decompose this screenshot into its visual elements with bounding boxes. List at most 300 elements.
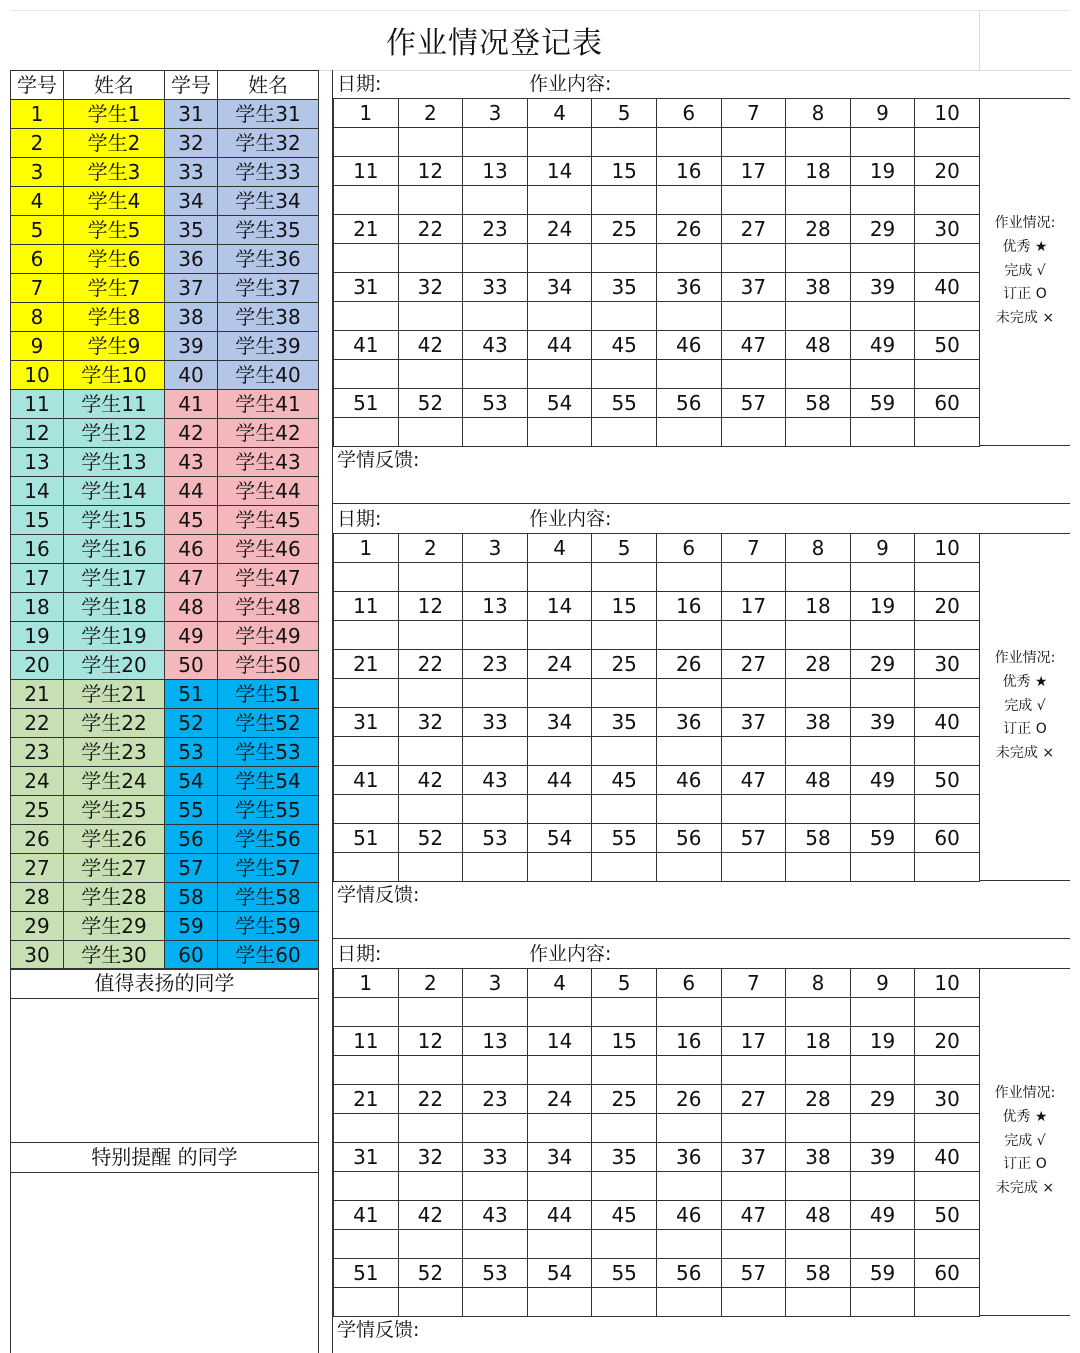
student-name-cell[interactable]: 学生3 [64,158,165,187]
mark-cell[interactable] [527,360,592,389]
student-number-cell[interactable]: 8 [11,303,64,332]
student-number-cell[interactable]: 44 [165,477,218,506]
mark-cell[interactable] [721,853,786,882]
mark-cell[interactable] [398,244,463,273]
feedback-area[interactable] [333,881,1070,939]
homework-content-label[interactable]: 作业内容: [529,943,612,965]
mark-cell[interactable] [527,418,592,447]
mark-cell[interactable] [527,186,592,215]
mark-cell[interactable] [915,621,980,650]
student-number-cell[interactable]: 28 [11,883,64,912]
student-number-cell[interactable]: 58 [165,883,218,912]
mark-cell[interactable] [915,563,980,592]
mark-cell[interactable] [656,186,721,215]
student-number-cell[interactable]: 56 [165,825,218,854]
mark-cell[interactable] [463,418,528,447]
student-number-cell[interactable]: 36 [165,245,218,274]
mark-cell[interactable] [721,1288,786,1317]
student-name-cell[interactable]: 学生25 [64,796,165,825]
mark-cell[interactable] [592,679,657,708]
mark-cell[interactable] [850,1056,915,1085]
student-number-cell[interactable]: 16 [11,535,64,564]
mark-cell[interactable] [786,302,851,331]
mark-cell[interactable] [915,244,980,273]
mark-cell[interactable] [850,302,915,331]
student-name-cell[interactable]: 学生48 [218,593,319,622]
student-name-cell[interactable]: 学生15 [64,506,165,535]
student-name-cell[interactable]: 学生29 [64,912,165,941]
mark-cell[interactable] [592,853,657,882]
mark-cell[interactable] [398,679,463,708]
mark-cell[interactable] [656,795,721,824]
mark-cell[interactable] [334,679,399,708]
student-name-cell[interactable]: 学生34 [218,187,319,216]
mark-cell[interactable] [398,1114,463,1143]
student-number-cell[interactable]: 6 [11,245,64,274]
student-name-cell[interactable]: 学生56 [218,825,319,854]
student-name-cell[interactable]: 学生40 [218,361,319,390]
homework-content-label[interactable]: 作业内容: [529,508,612,530]
student-name-cell[interactable]: 学生37 [218,274,319,303]
mark-cell[interactable] [786,737,851,766]
student-number-cell[interactable]: 40 [165,361,218,390]
mark-cell[interactable] [334,998,399,1027]
mark-cell[interactable] [463,302,528,331]
student-number-cell[interactable]: 50 [165,651,218,680]
student-number-cell[interactable]: 2 [11,129,64,158]
student-name-cell[interactable]: 学生51 [218,680,319,709]
student-number-cell[interactable]: 46 [165,535,218,564]
student-number-cell[interactable]: 37 [165,274,218,303]
student-name-cell[interactable]: 学生30 [64,941,165,970]
mark-cell[interactable] [398,186,463,215]
mark-cell[interactable] [527,1288,592,1317]
mark-cell[interactable] [656,1288,721,1317]
mark-cell[interactable] [656,128,721,157]
mark-cell[interactable] [527,737,592,766]
student-name-cell[interactable]: 学生44 [218,477,319,506]
mark-cell[interactable] [527,1114,592,1143]
mark-cell[interactable] [592,1114,657,1143]
student-name-cell[interactable]: 学生55 [218,796,319,825]
mark-cell[interactable] [786,998,851,1027]
student-name-cell[interactable]: 学生7 [64,274,165,303]
mark-cell[interactable] [592,302,657,331]
mark-cell[interactable] [463,737,528,766]
student-number-cell[interactable]: 13 [11,448,64,477]
student-number-cell[interactable]: 10 [11,361,64,390]
student-name-cell[interactable]: 学生8 [64,303,165,332]
student-number-cell[interactable]: 9 [11,332,64,361]
mark-cell[interactable] [786,563,851,592]
student-name-cell[interactable]: 学生54 [218,767,319,796]
student-name-cell[interactable]: 学生12 [64,419,165,448]
student-number-cell[interactable]: 49 [165,622,218,651]
student-name-cell[interactable]: 学生23 [64,738,165,767]
student-name-cell[interactable]: 学生36 [218,245,319,274]
student-number-cell[interactable]: 45 [165,506,218,535]
student-name-cell[interactable]: 学生16 [64,535,165,564]
student-name-cell[interactable]: 学生47 [218,564,319,593]
student-number-cell[interactable]: 57 [165,854,218,883]
student-number-cell[interactable]: 39 [165,332,218,361]
mark-cell[interactable] [721,679,786,708]
student-number-cell[interactable]: 35 [165,216,218,245]
student-name-cell[interactable]: 学生49 [218,622,319,651]
mark-cell[interactable] [527,679,592,708]
mark-cell[interactable] [915,795,980,824]
student-name-cell[interactable]: 学生14 [64,477,165,506]
student-number-cell[interactable]: 12 [11,419,64,448]
mark-cell[interactable] [850,679,915,708]
mark-cell[interactable] [721,998,786,1027]
student-name-cell[interactable]: 学生1 [64,100,165,129]
mark-cell[interactable] [592,621,657,650]
mark-cell[interactable] [334,1288,399,1317]
mark-cell[interactable] [721,1056,786,1085]
mark-cell[interactable] [656,360,721,389]
mark-cell[interactable] [463,1172,528,1201]
mark-cell[interactable] [850,795,915,824]
mark-cell[interactable] [656,1114,721,1143]
mark-cell[interactable] [721,418,786,447]
mark-cell[interactable] [334,853,399,882]
mark-cell[interactable] [334,186,399,215]
student-name-cell[interactable]: 学生35 [218,216,319,245]
mark-cell[interactable] [850,418,915,447]
mark-cell[interactable] [527,621,592,650]
student-number-cell[interactable]: 38 [165,303,218,332]
mark-cell[interactable] [915,998,980,1027]
mark-cell[interactable] [721,128,786,157]
mark-cell[interactable] [786,621,851,650]
mark-cell[interactable] [915,360,980,389]
student-number-cell[interactable]: 11 [11,390,64,419]
mark-cell[interactable] [463,1056,528,1085]
mark-cell[interactable] [527,244,592,273]
mark-cell[interactable] [850,1114,915,1143]
mark-cell[interactable] [463,244,528,273]
mark-cell[interactable] [786,418,851,447]
student-name-cell[interactable]: 学生21 [64,680,165,709]
mark-cell[interactable] [463,360,528,389]
mark-cell[interactable] [592,795,657,824]
mark-cell[interactable] [656,1056,721,1085]
mark-cell[interactable] [915,737,980,766]
student-number-cell[interactable]: 47 [165,564,218,593]
mark-cell[interactable] [463,679,528,708]
mark-cell[interactable] [786,853,851,882]
student-number-cell[interactable]: 43 [165,448,218,477]
mark-cell[interactable] [334,563,399,592]
student-number-cell[interactable]: 53 [165,738,218,767]
mark-cell[interactable] [721,186,786,215]
mark-cell[interactable] [850,360,915,389]
mark-cell[interactable] [656,418,721,447]
praise-box[interactable] [10,968,319,1143]
mark-cell[interactable] [398,1230,463,1259]
mark-cell[interactable] [656,621,721,650]
student-name-cell[interactable]: 学生17 [64,564,165,593]
student-name-cell[interactable]: 学生32 [218,129,319,158]
student-name-cell[interactable]: 学生50 [218,651,319,680]
mark-cell[interactable] [786,1172,851,1201]
student-number-cell[interactable]: 19 [11,622,64,651]
student-name-cell[interactable]: 学生27 [64,854,165,883]
student-name-cell[interactable]: 学生26 [64,825,165,854]
mark-cell[interactable] [463,563,528,592]
mark-cell[interactable] [398,621,463,650]
date-label[interactable]: 日期: [337,943,382,965]
student-number-cell[interactable]: 48 [165,593,218,622]
mark-cell[interactable] [656,853,721,882]
mark-cell[interactable] [786,1114,851,1143]
mark-cell[interactable] [592,1056,657,1085]
mark-cell[interactable] [463,621,528,650]
student-number-cell[interactable]: 26 [11,825,64,854]
student-name-cell[interactable]: 学生20 [64,651,165,680]
mark-cell[interactable] [656,998,721,1027]
mark-cell[interactable] [592,186,657,215]
mark-cell[interactable] [786,244,851,273]
mark-cell[interactable] [527,1056,592,1085]
mark-cell[interactable] [334,128,399,157]
mark-cell[interactable] [850,244,915,273]
mark-cell[interactable] [656,1230,721,1259]
student-name-cell[interactable]: 学生10 [64,361,165,390]
mark-cell[interactable] [850,1288,915,1317]
mark-cell[interactable] [334,418,399,447]
student-name-cell[interactable]: 学生42 [218,419,319,448]
feedback-area[interactable] [333,446,1070,504]
student-number-cell[interactable]: 59 [165,912,218,941]
mark-cell[interactable] [592,563,657,592]
mark-cell[interactable] [721,1230,786,1259]
mark-cell[interactable] [721,737,786,766]
mark-cell[interactable] [850,998,915,1027]
student-number-cell[interactable]: 60 [165,941,218,970]
student-name-cell[interactable]: 学生39 [218,332,319,361]
mark-cell[interactable] [334,1114,399,1143]
student-name-cell[interactable]: 学生43 [218,448,319,477]
mark-cell[interactable] [398,1172,463,1201]
student-name-cell[interactable]: 学生31 [218,100,319,129]
mark-cell[interactable] [592,737,657,766]
mark-cell[interactable] [592,244,657,273]
student-name-cell[interactable]: 学生19 [64,622,165,651]
student-number-cell[interactable]: 24 [11,767,64,796]
student-name-cell[interactable]: 学生41 [218,390,319,419]
mark-cell[interactable] [786,128,851,157]
mark-cell[interactable] [463,1114,528,1143]
student-number-cell[interactable]: 33 [165,158,218,187]
mark-cell[interactable] [334,1230,399,1259]
student-name-cell[interactable]: 学生4 [64,187,165,216]
student-number-cell[interactable]: 17 [11,564,64,593]
mark-cell[interactable] [592,418,657,447]
student-name-cell[interactable]: 学生57 [218,854,319,883]
mark-cell[interactable] [334,1056,399,1085]
student-number-cell[interactable]: 3 [11,158,64,187]
mark-cell[interactable] [463,1288,528,1317]
student-number-cell[interactable]: 31 [165,100,218,129]
student-number-cell[interactable]: 25 [11,796,64,825]
student-name-cell[interactable]: 学生59 [218,912,319,941]
mark-cell[interactable] [527,302,592,331]
student-name-cell[interactable]: 学生9 [64,332,165,361]
mark-cell[interactable] [850,737,915,766]
student-name-cell[interactable]: 学生11 [64,390,165,419]
mark-cell[interactable] [398,563,463,592]
student-number-cell[interactable]: 34 [165,187,218,216]
mark-cell[interactable] [915,1114,980,1143]
student-name-cell[interactable]: 学生38 [218,303,319,332]
mark-cell[interactable] [721,795,786,824]
student-number-cell[interactable]: 42 [165,419,218,448]
student-name-cell[interactable]: 学生60 [218,941,319,970]
mark-cell[interactable] [398,795,463,824]
mark-cell[interactable] [334,795,399,824]
mark-cell[interactable] [656,302,721,331]
student-number-cell[interactable]: 7 [11,274,64,303]
mark-cell[interactable] [527,1230,592,1259]
student-number-cell[interactable]: 32 [165,129,218,158]
student-number-cell[interactable]: 55 [165,796,218,825]
mark-cell[interactable] [398,853,463,882]
mark-cell[interactable] [915,1230,980,1259]
date-label[interactable]: 日期: [337,73,382,95]
student-number-cell[interactable]: 54 [165,767,218,796]
mark-cell[interactable] [463,853,528,882]
mark-cell[interactable] [656,1172,721,1201]
mark-cell[interactable] [334,1172,399,1201]
student-name-cell[interactable]: 学生45 [218,506,319,535]
mark-cell[interactable] [527,795,592,824]
mark-cell[interactable] [915,418,980,447]
mark-cell[interactable] [850,1172,915,1201]
homework-content-label[interactable]: 作业内容: [529,73,612,95]
mark-cell[interactable] [915,679,980,708]
mark-cell[interactable] [721,563,786,592]
student-number-cell[interactable]: 20 [11,651,64,680]
student-name-cell[interactable]: 学生58 [218,883,319,912]
mark-cell[interactable] [915,1172,980,1201]
student-name-cell[interactable]: 学生24 [64,767,165,796]
mark-cell[interactable] [527,563,592,592]
student-number-cell[interactable]: 52 [165,709,218,738]
mark-cell[interactable] [463,128,528,157]
mark-cell[interactable] [915,1056,980,1085]
student-name-cell[interactable]: 学生52 [218,709,319,738]
student-number-cell[interactable]: 1 [11,100,64,129]
student-name-cell[interactable]: 学生28 [64,883,165,912]
student-number-cell[interactable]: 23 [11,738,64,767]
mark-cell[interactable] [463,998,528,1027]
mark-cell[interactable] [786,679,851,708]
mark-cell[interactable] [334,737,399,766]
mark-cell[interactable] [527,1172,592,1201]
student-number-cell[interactable]: 21 [11,680,64,709]
mark-cell[interactable] [398,360,463,389]
mark-cell[interactable] [463,795,528,824]
mark-cell[interactable] [592,128,657,157]
student-number-cell[interactable]: 30 [11,941,64,970]
student-number-cell[interactable]: 5 [11,216,64,245]
mark-cell[interactable] [721,302,786,331]
mark-cell[interactable] [592,1230,657,1259]
mark-cell[interactable] [527,128,592,157]
mark-cell[interactable] [334,360,399,389]
mark-cell[interactable] [786,360,851,389]
mark-cell[interactable] [850,621,915,650]
student-number-cell[interactable]: 18 [11,593,64,622]
mark-cell[interactable] [592,360,657,389]
mark-cell[interactable] [527,853,592,882]
mark-cell[interactable] [592,1288,657,1317]
student-name-cell[interactable]: 学生6 [64,245,165,274]
mark-cell[interactable] [463,1230,528,1259]
student-name-cell[interactable]: 学生18 [64,593,165,622]
mark-cell[interactable] [915,128,980,157]
mark-cell[interactable] [786,1288,851,1317]
mark-cell[interactable] [915,186,980,215]
mark-cell[interactable] [334,302,399,331]
mark-cell[interactable] [850,186,915,215]
mark-cell[interactable] [721,1172,786,1201]
mark-cell[interactable] [592,998,657,1027]
mark-cell[interactable] [850,853,915,882]
mark-cell[interactable] [850,563,915,592]
mark-cell[interactable] [786,186,851,215]
student-number-cell[interactable]: 4 [11,187,64,216]
mark-cell[interactable] [334,621,399,650]
mark-cell[interactable] [334,244,399,273]
mark-cell[interactable] [786,1230,851,1259]
feedback-area[interactable] [333,1316,1070,1353]
mark-cell[interactable] [915,302,980,331]
mark-cell[interactable] [721,1114,786,1143]
mark-cell[interactable] [915,853,980,882]
mark-cell[interactable] [721,360,786,389]
reminder-box[interactable] [10,1142,319,1353]
student-name-cell[interactable]: 学生33 [218,158,319,187]
mark-cell[interactable] [398,128,463,157]
mark-cell[interactable] [850,1230,915,1259]
student-name-cell[interactable]: 学生5 [64,216,165,245]
student-number-cell[interactable]: 41 [165,390,218,419]
mark-cell[interactable] [656,244,721,273]
mark-cell[interactable] [398,302,463,331]
mark-cell[interactable] [398,737,463,766]
mark-cell[interactable] [656,563,721,592]
mark-cell[interactable] [656,679,721,708]
mark-cell[interactable] [398,1056,463,1085]
student-name-cell[interactable]: 学生2 [64,129,165,158]
student-number-cell[interactable]: 27 [11,854,64,883]
mark-cell[interactable] [398,418,463,447]
mark-cell[interactable] [850,128,915,157]
mark-cell[interactable] [786,795,851,824]
student-number-cell[interactable]: 14 [11,477,64,506]
student-name-cell[interactable]: 学生53 [218,738,319,767]
mark-cell[interactable] [527,998,592,1027]
student-number-cell[interactable]: 51 [165,680,218,709]
student-name-cell[interactable]: 学生13 [64,448,165,477]
mark-cell[interactable] [398,1288,463,1317]
mark-cell[interactable] [915,1288,980,1317]
student-name-cell[interactable]: 学生22 [64,709,165,738]
mark-cell[interactable] [656,737,721,766]
